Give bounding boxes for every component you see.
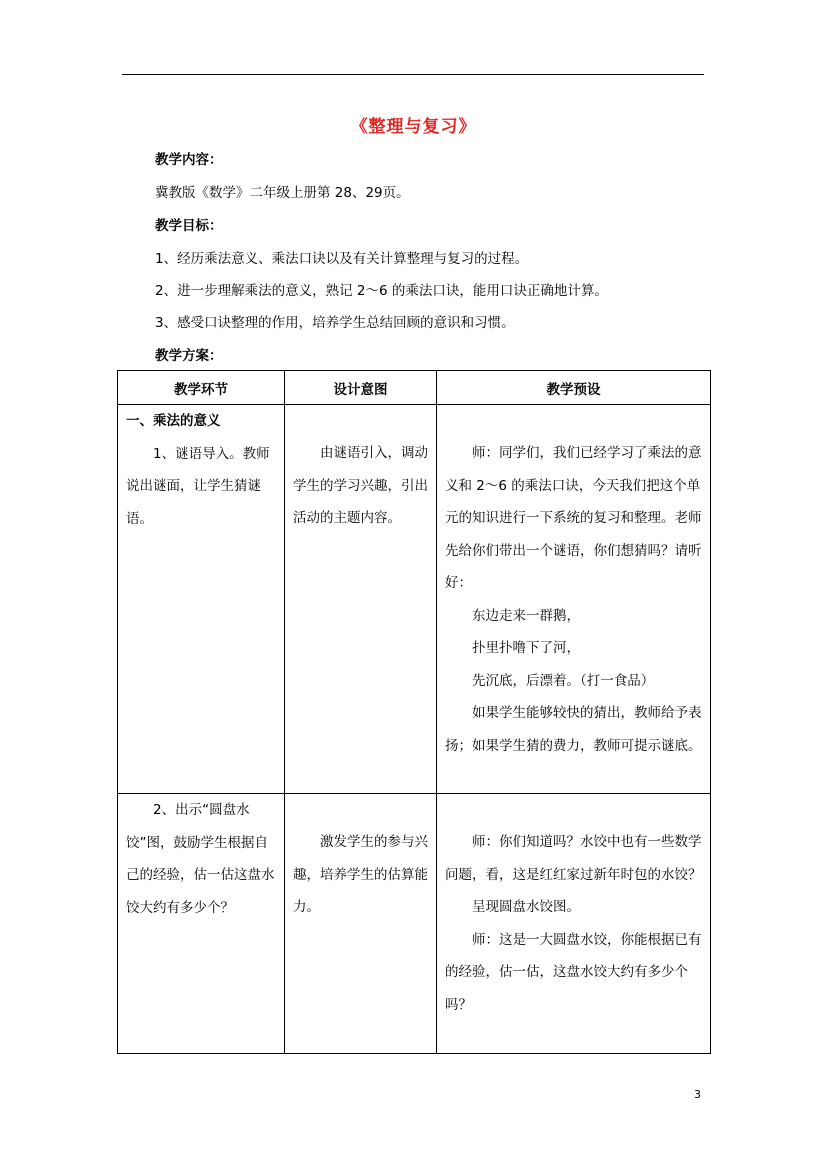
- goals-heading: 教学目标：: [155, 218, 223, 234]
- header-stage: 教学环节: [118, 371, 285, 405]
- step-text: 1、谜语导入。教师说出谜面，让学生猜谜语。: [126, 445, 270, 527]
- intent-cell: [285, 405, 437, 794]
- preset-paragraph: 呈现圆盘水饺图。: [472, 899, 580, 915]
- header-intent: 设计意图: [285, 371, 437, 405]
- stage-cell: [118, 794, 285, 1054]
- intent-text: 激发学生的参与兴趣，培养学生的估算能力。: [293, 834, 428, 915]
- goal-item: 2、进一步理解乘法的意义，熟记 2～6 的乘法口诀，能用口诀正确地计算。: [155, 283, 608, 299]
- preset-cell: [437, 405, 711, 794]
- header-rule: [122, 74, 704, 75]
- table-row: [118, 794, 711, 1054]
- stage-cell: [118, 405, 285, 794]
- section-title: 一、乘法的意义: [126, 413, 221, 429]
- intent-text: 由谜语引入，调动学生的学习兴趣，引出活动的主题内容。: [293, 445, 428, 526]
- content-text: 冀教版《数学》二年级上册第 28、29页。: [155, 185, 410, 201]
- page-number: 3: [694, 1088, 701, 1101]
- document-title: 《整理与复习》: [350, 117, 477, 137]
- riddle-line: 先沉底，后漂着。（打一食品）: [472, 672, 655, 689]
- intent-cell: [285, 794, 437, 1054]
- goal-item: 3、感受口诀整理的作用，培养学生总结回顾的意识和习惯。: [155, 315, 515, 331]
- table-row: [118, 405, 711, 794]
- preset-paragraph: 师：你们知道吗？水饺中也有一些数学问题，看，这是红红家过新年时包的水饺？: [445, 834, 702, 883]
- goal-item: 1、经历乘法意义、乘法口诀以及有关计算整理与复习的过程。: [155, 251, 529, 267]
- teaching-plan-table: [117, 370, 711, 1054]
- header-preset: 教学预设: [437, 371, 711, 405]
- preset-paragraph: 如果学生能够较快的猜出，教师给予表扬；如果学生猜的费力，教师可提示谜底。: [445, 705, 702, 754]
- preset-paragraph: 师：同学们，我们已经学习了乘法的意义和 2～6 的乘法口诀，今天我们把这个单元的知识进行一下系统的复习和整理。老师先给你们带出一个谜语，你们想猜吗？请听好：: [445, 445, 702, 591]
- riddle-line: 扑里扑噜下了河，: [472, 640, 580, 656]
- preset-cell: [437, 794, 711, 1054]
- preset-paragraph: 师：这是一大圆盘水饺，你能根据已有的经验，估一估，这盘水饺大约有多少个吗？: [445, 931, 702, 1013]
- step-text: 2、出示“圆盘水饺”图，鼓励学生根据自己的经验，估一估这盘水饺大约有多少个？: [126, 802, 275, 916]
- riddle-line: 东边走来一群鹅，: [472, 607, 580, 624]
- content-heading: 教学内容：: [155, 152, 223, 168]
- table-header-row: [118, 371, 711, 405]
- plan-heading: 教学方案：: [155, 348, 223, 364]
